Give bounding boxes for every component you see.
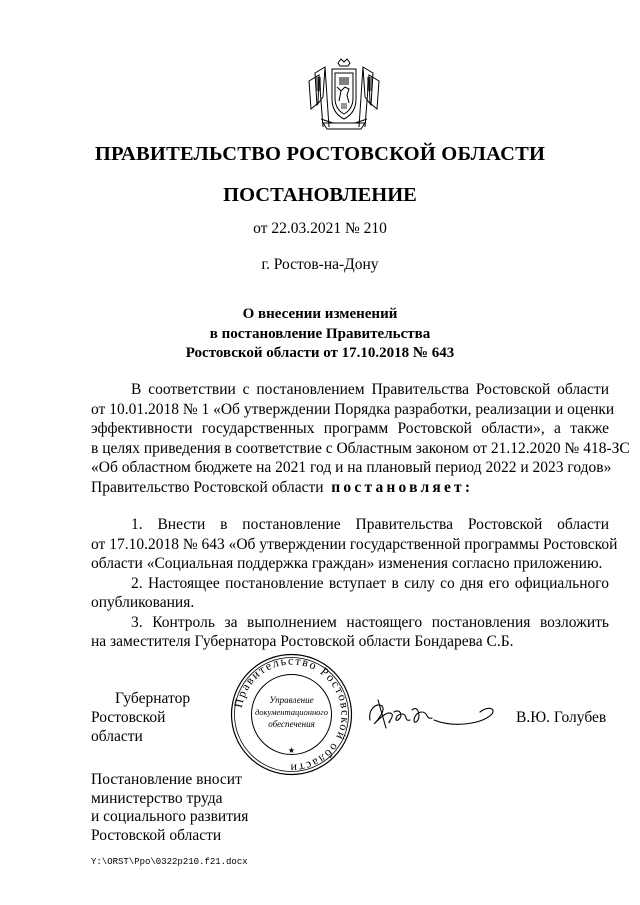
date-number: от 22.03.2021 № 210 [253,220,387,237]
preamble-line: В соответствии с постановлением Правительства Ростовской области [131,381,609,398]
subject-line: О внесении изменений [242,306,398,322]
decree-word: постановляет: [331,478,474,496]
star-icon: ★ [287,746,296,755]
submitter-line: Ростовской области [91,826,222,844]
preamble-prefix: Правительство Ростовской области [91,478,324,496]
item-line: области «Социальная поддержка граждан» изменения согласно приложению. [91,555,603,572]
preamble-line: «Об областном бюджете на 2021 год и на плановый период 2022 и 2023 годов» [91,459,612,476]
item-line: на заместителя Губернатора Ростовской области Бондарева С.Б. [91,633,514,650]
coat-of-arms-icon [303,57,385,133]
submitter-line: Постановление вносит [91,771,242,788]
preamble [91,380,630,497]
document-subject [0,305,640,364]
preamble-line [91,478,609,498]
preamble-line: в целях приведения в соответствие с Областным законом от 21.12.2020 № 418-ЗС [91,439,630,457]
item-line: 3. Контроль за выполнением настоящего постановления возложить [131,613,609,631]
official-seal [229,652,354,777]
signatory-position [91,689,221,746]
submitter-block [91,771,248,845]
submitter-line: и социального развития [91,808,249,825]
seal-ring-text: Правительство Ростовской области [230,653,353,776]
seal-icon [229,652,354,777]
submitter-line: министерство труда [91,789,223,807]
item-line: от 17.10.2018 № 643 «Об утверждении государственной программы Ростовской [91,535,618,553]
document-type: ПОСТАНОВЛЕНИЕ [223,184,417,206]
seal-inner-line: Управление [269,695,314,705]
subject-line: Ростовской области от 17.10.2018 № 643 [185,345,455,361]
seal-inner-line: обеспечения [268,719,315,729]
signature-icon [364,690,504,735]
preamble-line: эффективности государственных программ Ростовской области», а также [91,420,609,437]
subject-line: в постановление Правительства [209,325,431,342]
file-path: Y:\ORST\Ppo\0322p210.f21.docx [91,857,248,867]
item-line: опубликования. [91,594,195,611]
item-line: 2. Настоящее постановление вступает в силу со дня его официального [131,574,609,592]
coat-of-arms [303,57,385,133]
position-line: Ростовской области [91,709,166,745]
government-name: ПРАВИТЕЛЬСТВО РОСТОВСКОЙ ОБЛАСТИ [94,143,546,165]
handwritten-signature [364,690,504,735]
item-line: 1. Внести в постановление Правительства Ростовской области [131,516,609,533]
city: г. Ростов-на-Дону [261,256,379,273]
seal-inner-line: документационного [255,707,328,717]
signatory-name: В.Ю. Голубев [516,709,607,726]
preamble-line: от 10.01.2018 № 1 «Об утверждении Порядка разработки, реализации и оценки [91,400,615,418]
decree-items [91,515,618,652]
position-line: Губернатор [115,690,191,707]
